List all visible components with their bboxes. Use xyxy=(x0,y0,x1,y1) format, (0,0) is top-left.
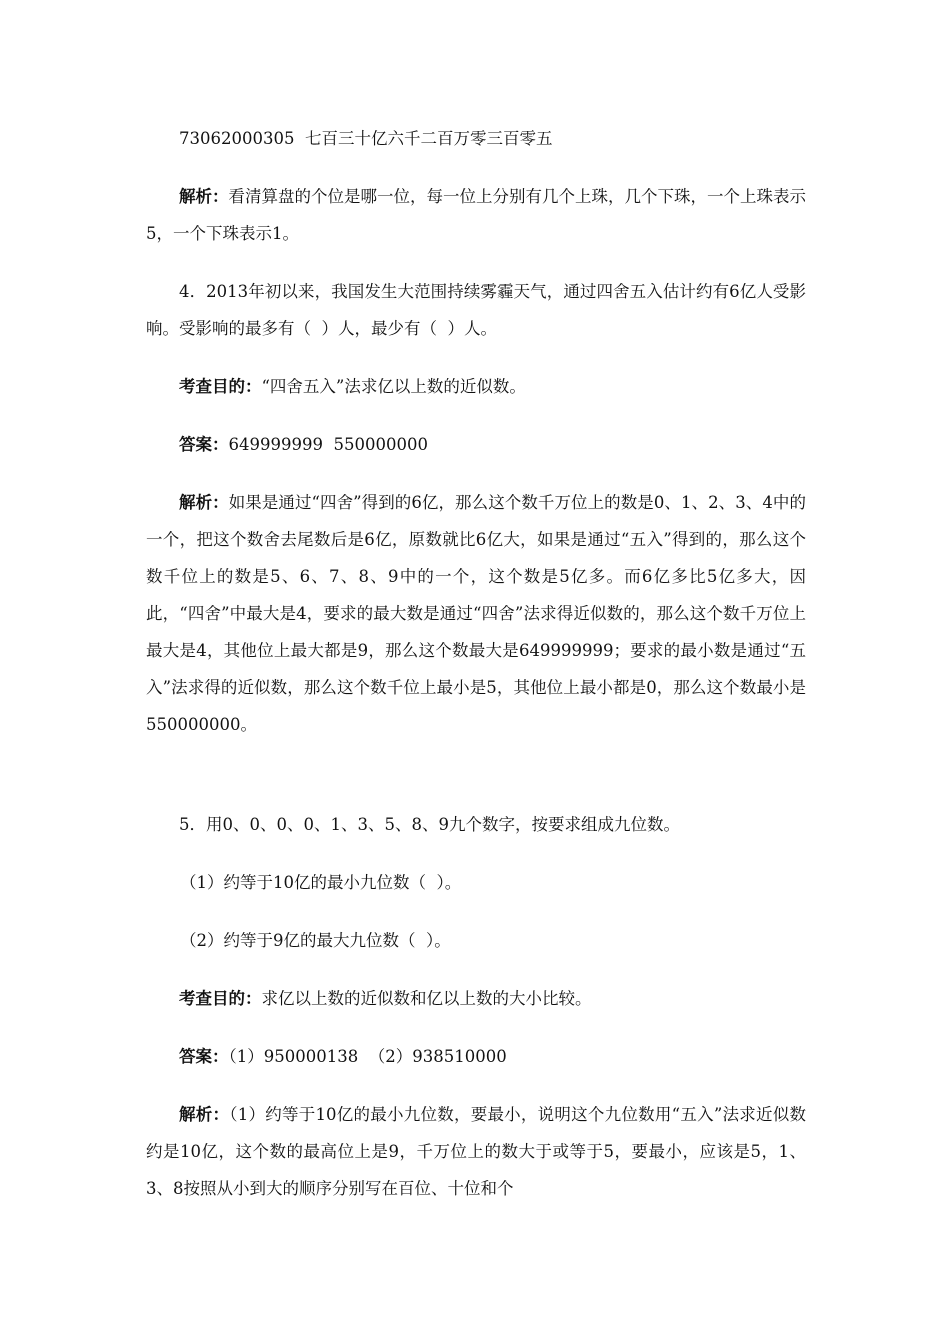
analysis-text: 看清算盘的个位是哪一位，每一位上分别有几个上珠，几个下珠，一个上珠表示5，一个下珠表示1。 xyxy=(146,187,806,243)
answer-line-abacus: 73062000305 七百三十亿六千二百万零三百零五 xyxy=(179,129,553,148)
answer-text: （1）950000138 （2）938510000 xyxy=(228,1047,507,1066)
question-4: 4．2013年初以来，我国发生大范围持续雾霾天气，通过四舍五入估计约有6亿人受影响。受影响的最多有（ ）人，最少有（ ）人。 xyxy=(146,282,806,338)
objective-paragraph-q4 xyxy=(146,368,806,405)
objective-text: “四舍五入”法求亿以上数的近似数。 xyxy=(261,377,526,396)
analysis-text: （1）约等于10亿的最小九位数，要最小，说明这个九位数用“五入”法求近似数约是10亿，这个数的最高位上是9，千万位上的数大于或等于5，要最小，应该是5，1、3、8按照从小到大的顺序分别写在百位、十位和个 xyxy=(146,1105,806,1198)
answer-label: 答案： xyxy=(179,1047,229,1066)
answer-label: 答案： xyxy=(179,435,229,454)
objective-label: 考查目的： xyxy=(179,989,262,1008)
objective-label: 考查目的： xyxy=(179,377,262,396)
question-5-part-1: （1）约等于10亿的最小九位数（ ）。 xyxy=(180,873,462,892)
question-5: 5．用0、0、0、0、1、3、5、8、9九个数字，按要求组成九位数。 xyxy=(179,815,680,834)
analysis-text: 如果是通过“四舍”得到的6亿，那么这个数千万位上的数是0、1、2、3、4中的一个，把这个数舍去尾数后是6亿，原数就比6亿大，如果是通过“五入”得到的，那么这个数千位上的数是5、6、7、8、9中的一个，这个数是5亿多。而6亿多比5亿多大，因此，“四舍”中最大是4，要求的最大数是通过“四舍”法求得近似数的，那么这个数千万位上最大是4，其他位上最大都是9，那么这个数最大是649999999；要求的最小数是通过“五入”法求得的近似数，那么这个数千位上最小是5，其他位上最小都是0，那么这个数最小是550000000。 xyxy=(146,493,807,734)
answer-paragraph-q5 xyxy=(146,1038,806,1075)
objective-paragraph-q5 xyxy=(146,980,806,1017)
analysis-paragraph-abacus xyxy=(146,178,806,252)
answer-text: 649999999 550000000 xyxy=(228,435,428,454)
answer-paragraph-q4 xyxy=(146,426,806,463)
analysis-label: 解析： xyxy=(179,493,229,512)
analysis-label: 解析： xyxy=(179,1105,230,1124)
question-5-part-2: （2）约等于9亿的最大九位数（ ）。 xyxy=(180,931,451,950)
objective-text: 求亿以上数的近似数和亿以上数的大小比较。 xyxy=(261,989,592,1008)
analysis-paragraph-q4 xyxy=(146,484,806,743)
analysis-label: 解析： xyxy=(179,187,229,206)
analysis-paragraph-q5 xyxy=(146,1096,806,1207)
